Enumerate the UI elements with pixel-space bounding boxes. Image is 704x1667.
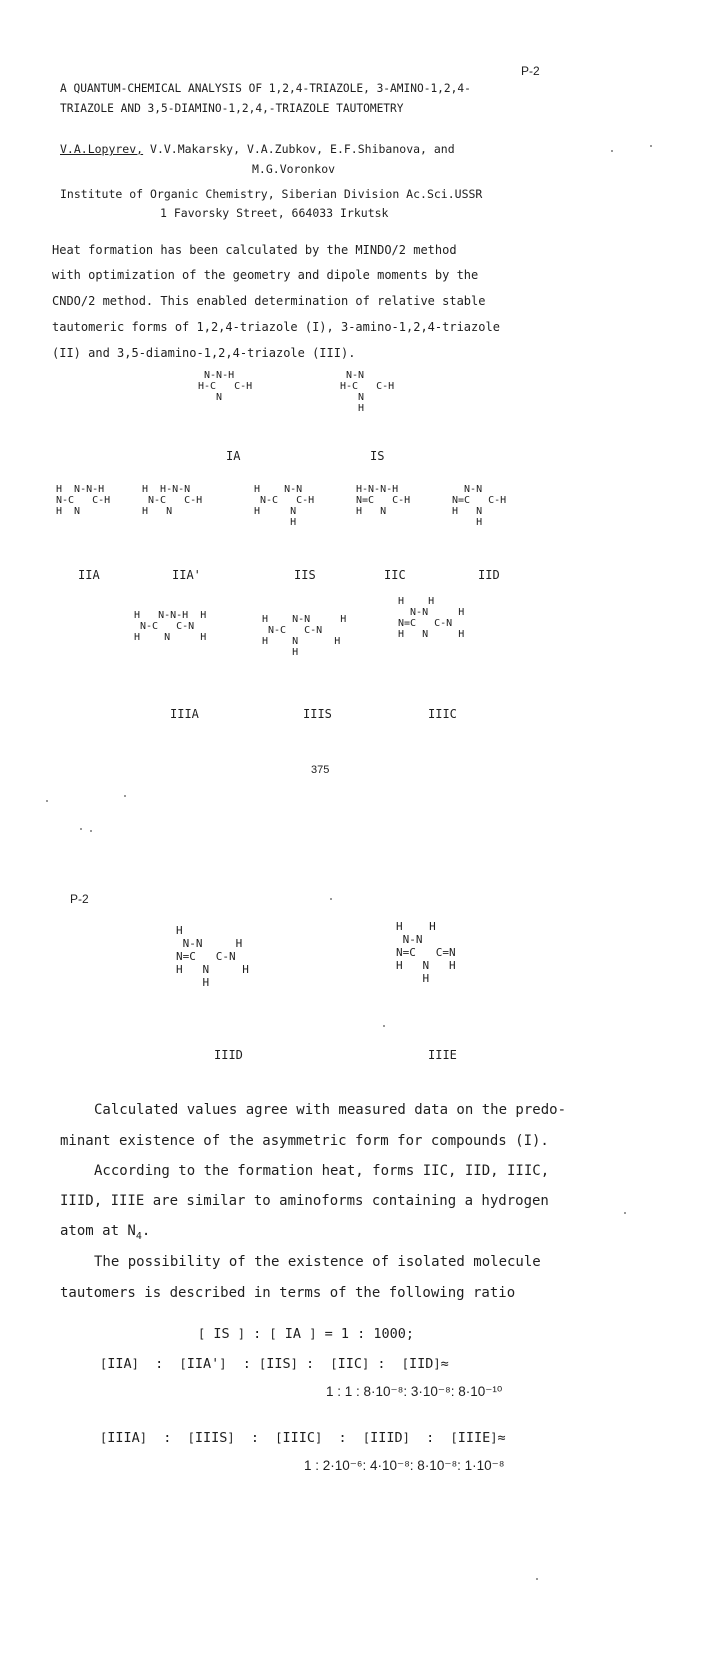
label-IS: IS	[370, 449, 385, 463]
label-IIID: IIID	[214, 1048, 243, 1062]
ratio-line-2-values: 1 : 1 : 8·10⁻⁸: 3·10⁻⁸: 8·10⁻¹⁰	[326, 1384, 503, 1399]
structure-IIA-prime: H H-N-N N-C C-H H N	[142, 484, 203, 517]
text-line-5-main: atom at N	[60, 1223, 136, 1239]
structure-IIIC: H H N-N H N=C C-N H N H	[398, 596, 465, 640]
ratio-line-3-values: 1 : 2·10⁻⁶: 4·10⁻⁸: 8·10⁻⁸: 1·10⁻⁸	[304, 1458, 505, 1473]
abstract-line-1: Heat formation has been calculated by the MINDO/2 method	[52, 243, 457, 257]
ratio3-term-3: IIIC	[282, 1430, 315, 1446]
scan-speck	[624, 1212, 626, 1214]
abstract-line-2: with optimization of the geometry and dipole moments by the	[52, 268, 479, 282]
ratio2-term-4: IIC	[337, 1356, 362, 1372]
ratio-line-3-terms: [IIIA] : [IIIS] : [IIIC] : [IIID] : [IIIE]≈	[100, 1430, 506, 1446]
label-IIIS: IIIS	[303, 707, 332, 721]
first-author: V.A.Lopyrev,	[60, 142, 144, 156]
ratio-line-2-terms: [IIA] : [IIA'] : [IIS] : [IIC] : [IID]≈	[100, 1356, 449, 1372]
abstract-line-5: (II) and 3,5-diamino-1,2,4-triazole (III).	[52, 346, 356, 360]
scan-speck	[330, 898, 332, 900]
authors-line-1	[60, 142, 455, 156]
scan-speck	[611, 150, 613, 152]
label-IID: IID	[478, 568, 500, 582]
text-line-4: IIID, IIIE are similar to aminoforms containing a hydrogen	[60, 1193, 549, 1209]
structure-IIA: H N-N-H N-C C-H H N	[56, 484, 111, 517]
structure-IIID: H N-N H N=C C-N H N H H	[176, 924, 249, 989]
text-line-1: Calculated values agree with measured data on the predo-	[94, 1102, 567, 1118]
label-IIC: IIC	[384, 568, 406, 582]
scan-speck	[46, 800, 48, 802]
text-line-3: According to the formation heat, forms IIC, IID, IIIC,	[94, 1163, 550, 1179]
text-line-7: tautomers is described in terms of the following ratio	[60, 1285, 516, 1301]
ratio3-term-1: IIIA	[107, 1430, 140, 1446]
authors-line-2: M.G.Voronkov	[252, 162, 336, 176]
label-IIIC: IIIC	[428, 707, 457, 721]
structure-IIS: H N-N N-C C-H H N H	[254, 484, 315, 528]
institute-line-2: 1 Favorsky Street, 664033 Irkutsk	[160, 206, 389, 220]
text-line-2: minant existence of the asymmetric form for compounds (I).	[60, 1133, 549, 1149]
scan-speck	[536, 1578, 538, 1580]
ratio2-term-1: IIA	[107, 1356, 132, 1372]
page-number: 375	[311, 764, 330, 776]
institute-line-1: Institute of Organic Chemistry, Siberian Division Ac.Sci.USSR	[60, 187, 483, 201]
paper-title-line-2: TRIAZOLE AND 3,5-DIAMINO-1,2,4,-TRIAZOLE TAUTOMETRY	[60, 102, 404, 115]
ratio3-term-4: IIID	[370, 1430, 403, 1446]
scan-speck	[124, 795, 126, 797]
paper-title-line-1: A QUANTUM-CHEMICAL ANALYSIS OF 1,2,4-TRIAZOLE, 3-AMINO-1,2,4-	[60, 82, 471, 95]
other-authors: V.V.Makarsky, V.A.Zubkov, E.F.Shibanova, and	[143, 142, 455, 156]
structure-IID: N-N N=C C-H H N H	[452, 484, 507, 528]
ratio1-term-IS: IS	[213, 1326, 230, 1342]
label-IIS: IIS	[294, 568, 316, 582]
label-IIA: IIA	[78, 568, 100, 582]
scan-speck	[80, 828, 82, 830]
page-2-code: P-2	[70, 892, 89, 906]
ratio3-approx: ≈	[497, 1430, 506, 1446]
abstract-line-4: tautomeric forms of 1,2,4-triazole (I), 3-amino-1,2,4-triazole	[52, 320, 500, 334]
ratio1-term-IA: IA	[284, 1326, 302, 1342]
abstract-line-3: CNDO/2 method. This enabled determination of relative stable	[52, 294, 486, 308]
scan-speck	[90, 830, 92, 832]
ratio2-term-2: IIA'	[186, 1356, 220, 1372]
scan-speck	[650, 145, 652, 147]
ratio2-term-5: IID	[408, 1356, 434, 1372]
label-IA: IA	[226, 449, 241, 463]
text-line-5	[60, 1223, 150, 1242]
label-IIIA: IIIA	[170, 707, 199, 721]
label-IIA-prime: IIA'	[172, 568, 201, 582]
structure-IA: N-N-H H-C C-H N	[198, 370, 253, 403]
ratio3-term-5: IIIE	[457, 1430, 491, 1446]
ratio1-values: = 1 : 1000;	[324, 1326, 414, 1342]
label-IIIE: IIIE	[428, 1048, 457, 1062]
structure-IIIS: H N-N H N-C C-N H N H H	[262, 614, 347, 658]
structure-IS: N-N H-C C-H N H	[340, 370, 395, 414]
text-line-6: The possibility of the existence of isolated molecule	[94, 1254, 541, 1270]
ratio2-approx: ≈	[440, 1356, 449, 1372]
scan-speck	[383, 1025, 385, 1027]
subscript-4: 4	[135, 1230, 142, 1242]
text-line-5-tail: .	[141, 1223, 151, 1239]
page-code: P-2	[521, 64, 540, 78]
ratio3-term-2: IIIS	[194, 1430, 228, 1446]
structure-IIC: H-N-N-H N=C C-H H N	[356, 484, 411, 517]
structure-IIIE: H H N-N N=C C=N H N H H	[396, 920, 456, 985]
ratio2-term-3: IIS	[266, 1356, 291, 1372]
structure-IIIA: H N-N-H H N-C C-N H N H	[134, 610, 207, 643]
ratio-line-1: [ IS ] : [ IA ] = 1 : 1000;	[198, 1326, 414, 1342]
